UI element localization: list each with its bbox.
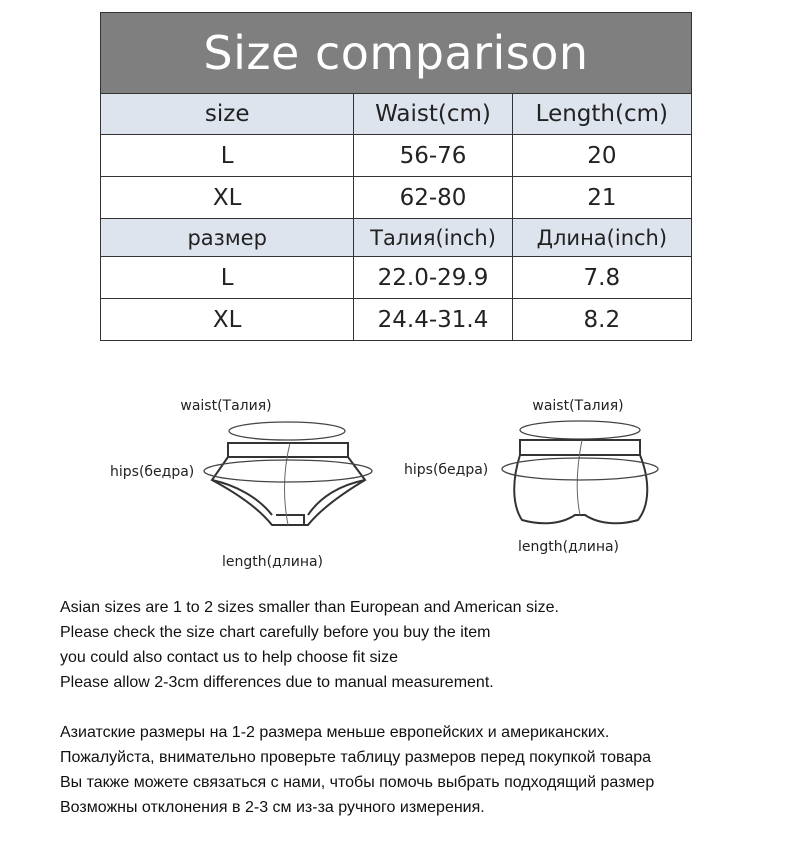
brief-diagram (100, 385, 380, 580)
boxer-outline (514, 440, 647, 523)
cm-header-row (101, 94, 692, 135)
inch-header-row (101, 219, 692, 257)
size-cell: L (101, 135, 354, 177)
waist-cell: 24.4-31.4 (354, 299, 512, 341)
hips-label: hips(бедра) (404, 462, 489, 478)
note-line: you could also contact us to help choose fit size (60, 649, 398, 666)
table-row (101, 257, 692, 299)
header-length-cm: Length(cm) (512, 94, 691, 135)
table-title: Size comparison (101, 13, 692, 94)
note-line: Азиатские размеры на 1-2 размера меньше европейских и американских. (60, 724, 610, 741)
note-line: Вы также можете связаться с нами, чтобы помочь выбрать подходящий размер (60, 774, 655, 791)
notes-russian (60, 720, 654, 820)
length-label: length(длина) (222, 554, 324, 570)
hips-measure-ellipse (502, 458, 658, 480)
size-cell: XL (101, 299, 354, 341)
hips-measure-ellipse (204, 460, 372, 482)
length-cell: 7.8 (512, 257, 691, 299)
header-waist-cm: Waist(cm) (354, 94, 512, 135)
hips-label: hips(бедра) (110, 464, 195, 480)
waist-measure-ellipse (229, 422, 345, 440)
waist-cell: 22.0-29.9 (354, 257, 512, 299)
note-line: Возможны отклонения в 2-3 см из-за ручного измерения. (60, 799, 485, 816)
waist-cell: 56-76 (354, 135, 512, 177)
length-cell: 21 (512, 177, 691, 219)
waist-label: waist(Талия) (532, 398, 624, 414)
length-label: length(длина) (518, 539, 620, 555)
notes-english (60, 595, 559, 695)
length-measure-line (577, 440, 582, 515)
table-row (101, 135, 692, 177)
boxer-diagram (400, 385, 680, 565)
note-line: Please check the size chart carefully before you buy the item (60, 624, 491, 641)
note-line: Please allow 2-3cm differences due to manual measurement. (60, 674, 494, 691)
size-cell: L (101, 257, 354, 299)
note-line: Asian sizes are 1 to 2 sizes smaller than European and American size. (60, 599, 559, 616)
size-table (100, 12, 692, 341)
waist-label: waist(Талия) (180, 398, 272, 414)
header-size-ru: размер (101, 219, 354, 257)
brief-outline (212, 443, 365, 525)
header-waist-inch: Талия(inch) (354, 219, 512, 257)
waist-measure-ellipse (520, 421, 640, 439)
header-size: size (101, 94, 354, 135)
note-line: Пожалуйста, внимательно проверьте таблицу размеров перед покупкой товара (60, 749, 652, 766)
length-cell: 8.2 (512, 299, 691, 341)
length-cell: 20 (512, 135, 691, 177)
table-row (101, 299, 692, 341)
header-length-inch: Длина(inch) (512, 219, 691, 257)
length-measure-line (285, 443, 291, 525)
size-cell: XL (101, 177, 354, 219)
table-row (101, 177, 692, 219)
waist-cell: 62-80 (354, 177, 512, 219)
